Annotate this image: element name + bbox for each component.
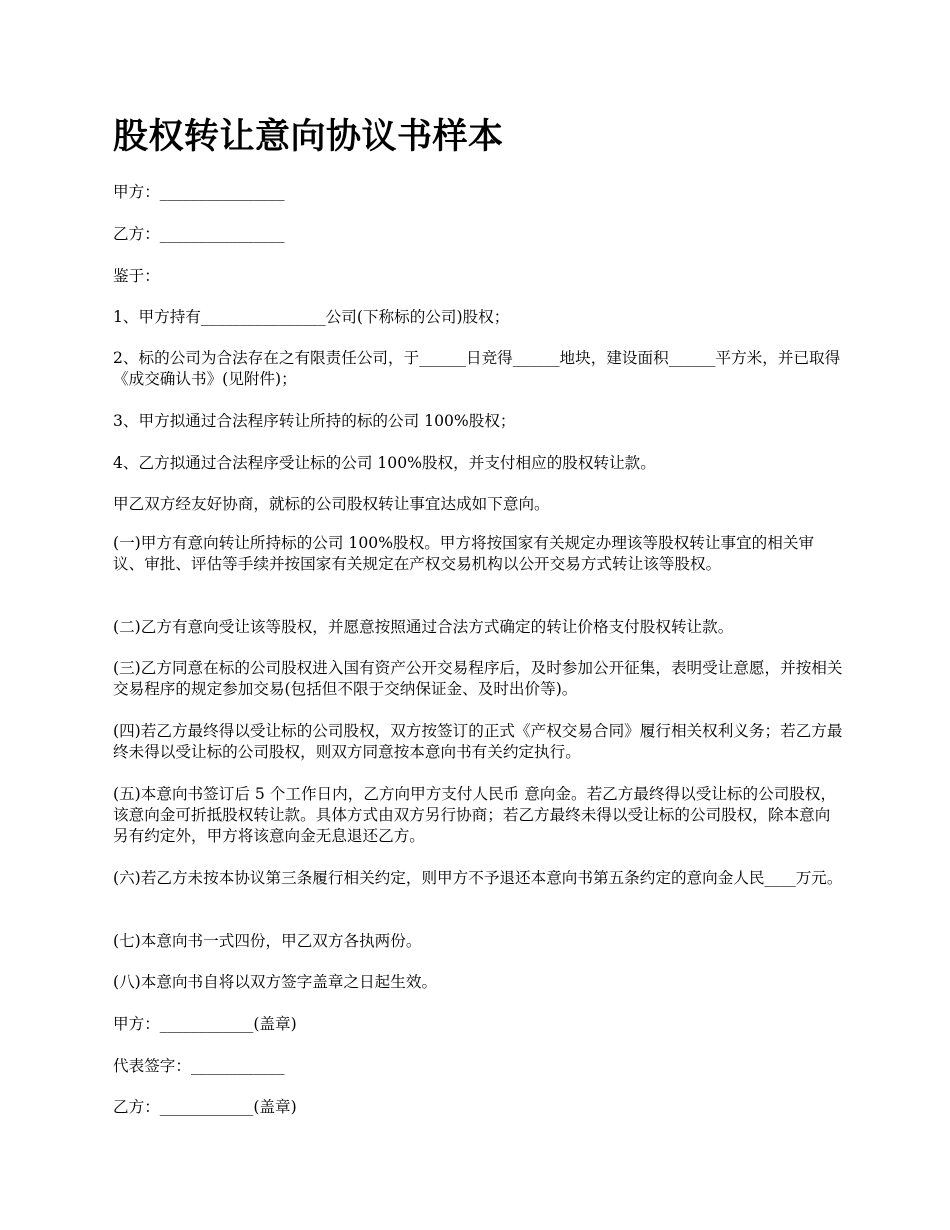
party-b-field: 乙方：________________ bbox=[113, 225, 285, 243]
clause-8: (八)本意向书自将以双方签字盖章之日起生效。 bbox=[113, 973, 438, 991]
recital-2: 2、标的公司为合法存在之有限责任公司，于______日竞得______地块，建设面积______平方米，并已取得《成交确认书》(见附件)； bbox=[113, 349, 841, 388]
agreement-intro: 甲乙双方经友好协商，就标的公司股权转让事宜达成如下意向。 bbox=[113, 495, 550, 513]
clause-2: (二)乙方有意向受让该等股权，并愿意按照通过合法方式确定的转让价格支付股权转让款。 bbox=[113, 618, 734, 636]
party-b-signature: 乙方：____________(盖章) bbox=[113, 1098, 297, 1116]
representative-signature: 代表签字：____________ bbox=[113, 1057, 285, 1075]
clause-3: (三)乙方同意在标的公司股权进入国有资产公开交易程序后，及时参加公开征集，表明受让意愿，并按相关交易程序的规定参加交易(包括但不限于交纳保证金、及时出价等)。 bbox=[113, 659, 843, 698]
clause-1: (一)甲方有意向转让所持标的公司 100%股权。甲方将按国家有关规定办理该等股权转让事宜的相关审议、审批、评估等手续并按国家有关规定在产权交易机构以公开交易方式转让该等股权。 bbox=[113, 534, 815, 573]
party-a-field: 甲方：________________ bbox=[113, 183, 285, 201]
recital-4: 4、乙方拟通过合法程序受让标的公司 100%股权，并支付相应的股权转让款。 bbox=[113, 454, 656, 472]
recital-1: 1、甲方持有________________公司(下称标的公司)股权； bbox=[113, 308, 510, 326]
clause-4: (四)若乙方最终得以受让标的公司股权，双方按签订的正式《产权交易合同》履行相关权利义务；若乙方最终未得以受让标的公司股权，则双方同意按本意向书有关约定执行。 bbox=[113, 722, 843, 761]
clause-7: (七)本意向书一式四份，甲乙双方各执两份。 bbox=[113, 932, 422, 950]
recital-3: 3、甲方拟通过合法程序转让所持的标的公司 100%股权； bbox=[113, 412, 516, 430]
party-a-signature: 甲方：____________(盖章) bbox=[113, 1015, 297, 1033]
clause-5: (五)本意向书签订后 5 个工作日内，乙方向甲方支付人民币 意向金。若乙方最终得以受让标的公司股权，该意向金可折抵股权转让款。具体方式由双方另行协商；若乙方最终未得以受让标的公司股权，除本意向另有约定外，甲方将该意向金无息退还乙方。 bbox=[113, 785, 837, 845]
document-title: 股权转让意向协议书样本 bbox=[113, 117, 504, 157]
clause-6: (六)若乙方未按本协议第三条履行相关约定，则甲方不予退还本意向书第五条约定的意向金人民____万元。 bbox=[113, 869, 843, 887]
whereas-heading: 鉴于： bbox=[113, 267, 160, 285]
